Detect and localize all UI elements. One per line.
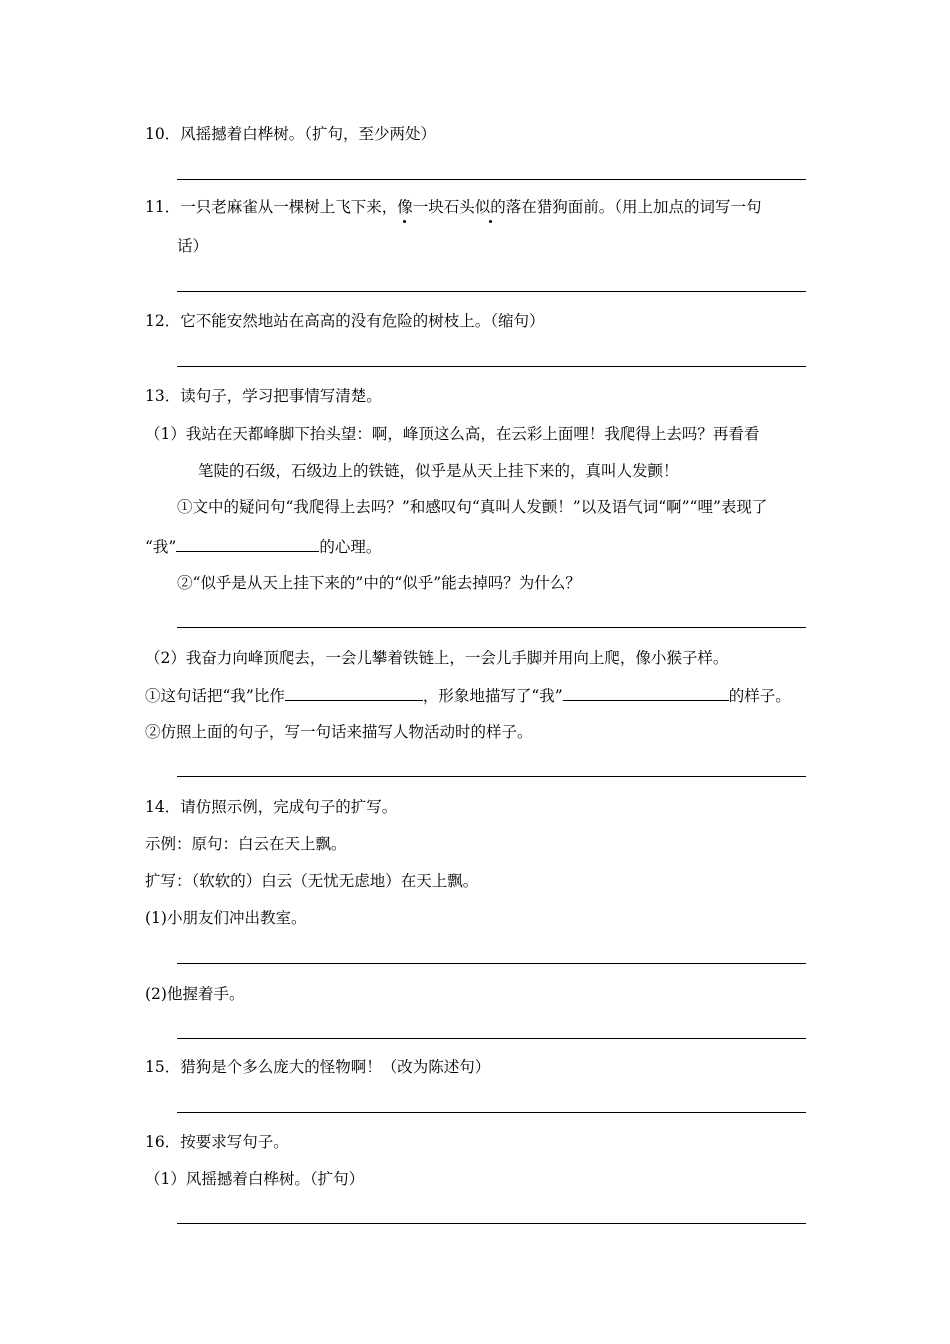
answer-line[interactable] — [177, 1038, 806, 1039]
emphasis-dot-word: 像 — [397, 198, 413, 216]
fill-blank[interactable] — [285, 685, 423, 701]
answer-line[interactable] — [177, 1112, 806, 1113]
q14-sentence-2: (2)他握着手。 — [145, 985, 245, 1003]
q14-title: 14．请仿照示例，完成句子的扩写。 — [145, 798, 398, 816]
q13-p1-line1: （1）我站在天都峰脚下抬头望：啊，峰顶这么高，在云彩上面哩！我爬得上去吗？再看看 — [145, 425, 760, 443]
q13-p2-line1: （2）我奋力向峰顶爬去，一会儿攀着铁链上，一会儿手脚并用向上爬，像小猴子样。 — [145, 649, 729, 667]
fill-blank[interactable] — [176, 536, 319, 552]
answer-line[interactable] — [177, 291, 806, 292]
answer-line[interactable] — [177, 627, 806, 628]
fill-blank[interactable] — [563, 685, 729, 701]
q16-title: 16．按要求写句子。 — [145, 1133, 289, 1151]
q13-p1-q2: ②“似乎是从天上挂下来的”中的“似乎”能去掉吗？为什么？ — [177, 574, 581, 592]
q14-expanded: 扩写：（软软的）白云（无忧无虑地）在天上飘。 — [145, 872, 479, 890]
answer-line[interactable] — [177, 1223, 806, 1224]
q15-text: 15．猎狗是个多么庞大的怪物啊！（改为陈述句） — [145, 1058, 491, 1076]
emphasis-dot-word: 似的 — [474, 198, 506, 216]
q13-p1-q1-line1: ①文中的疑问句“我爬得上去吗？”和感叹句“真叫人发颤！”以及语气词“啊”“哩”表现了 — [177, 498, 768, 516]
q12-text: 12．它不能安然地站在高高的没有危险的树枝上。（缩句） — [145, 312, 545, 330]
q13-title: 13．读句子，学习把事情写清楚。 — [145, 387, 382, 405]
q13-p1-q1-line2: “我” 的心理。 — [145, 538, 382, 556]
answer-line[interactable] — [177, 776, 806, 777]
q11-text-line2: 话） — [177, 237, 209, 255]
q13-p2-q1: ①这句话把“我”比作 ，形象地描写了“我” 的样子。 — [145, 687, 791, 705]
q16-sentence-1: （1）风摇撼着白桦树。（扩句） — [145, 1170, 365, 1188]
answer-line[interactable] — [177, 179, 806, 180]
q14-sentence-1: (1)小朋友们冲出教室。 — [145, 909, 307, 927]
q11-text: 11．一只老麻雀从一棵树上飞下来，像一块石头似的落在猎狗面前。（用上加点的词写一句 — [145, 198, 762, 216]
answer-line[interactable] — [177, 963, 806, 964]
q13-p2-q2: ②仿照上面的句子，写一句话来描写人物活动时的样子。 — [145, 723, 533, 741]
q13-p1-line2: 笔陡的石级，石级边上的铁链，似乎是从天上挂下来的，真叫人发颤！ — [198, 462, 679, 480]
q10-text: 10．风摇撼着白桦树。（扩句，至少两处） — [145, 125, 436, 143]
q14-example: 示例：原句：白云在天上飘。 — [145, 835, 347, 853]
answer-line[interactable] — [177, 366, 806, 367]
